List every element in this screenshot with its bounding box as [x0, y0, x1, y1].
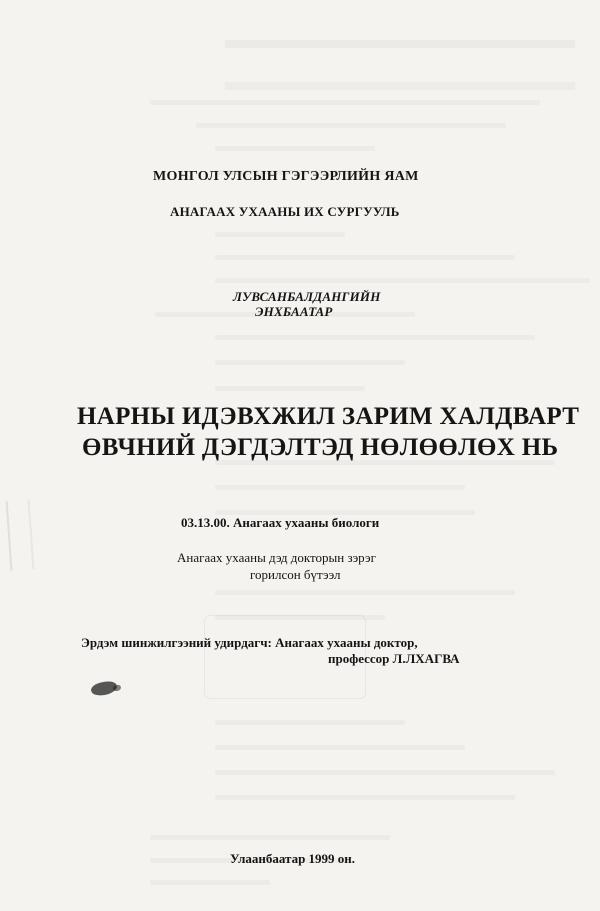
- city-and-year: Улаанбаатар 1999 он.: [230, 851, 356, 866]
- scientific-advisor: Эрдэм шинжилгээний удирдагч: Анагаах ухааны доктор,: [81, 635, 418, 650]
- show-through-line: [150, 880, 270, 885]
- show-through-line: [196, 123, 506, 128]
- show-through-line: [215, 485, 465, 490]
- show-through-line: [215, 386, 365, 391]
- show-through-line: [215, 590, 515, 595]
- show-through-line: [215, 770, 555, 775]
- specialty-code: 03.13.00. Анагаах ухааны биологи: [181, 515, 380, 530]
- degree-line-1: Анагаах ухааны дэд докторын зэрэг: [177, 550, 376, 565]
- degree-line-2: горилсон бүтээл: [250, 567, 341, 582]
- show-through-line: [215, 232, 345, 237]
- show-through-line: [215, 745, 465, 750]
- show-through-line: [215, 335, 535, 340]
- ministry-name: МОНГОЛ УЛСЫН ГЭГЭЭРЛИЙН ЯАМ: [153, 169, 419, 184]
- show-through-line: [150, 835, 390, 840]
- show-through-text: [130, 30, 590, 900]
- dissertation-title-line-1: НАРНЫ ИДЭВХЖИЛ ЗАРИМ ХАЛДВАРТ: [77, 403, 580, 430]
- show-through-line: [215, 278, 590, 283]
- show-through-line: [150, 100, 540, 105]
- show-through-line: [215, 255, 515, 260]
- ink-spot: [113, 684, 122, 691]
- show-through-line: [215, 795, 515, 800]
- show-through-line: [215, 720, 405, 725]
- show-through-line: [215, 360, 405, 365]
- advisor-name: профессор Л.ЛХАГВА: [328, 651, 460, 666]
- author-given-name: ЭНХБААТАР: [255, 304, 333, 319]
- show-through-title: [225, 40, 575, 90]
- author-surname: ЛУВСАНБАЛДАНГИЙН: [233, 289, 381, 304]
- show-through-line: [215, 146, 375, 151]
- university-name: АНАГААХ УХААНЫ ИХ СУРГУУЛЬ: [170, 204, 400, 219]
- handwritten-margin-mark: [6, 499, 35, 571]
- dissertation-title-line-2: ӨВЧНИЙ ДЭГДЭЛТЭД НӨЛӨӨЛӨХ НЬ: [82, 434, 559, 461]
